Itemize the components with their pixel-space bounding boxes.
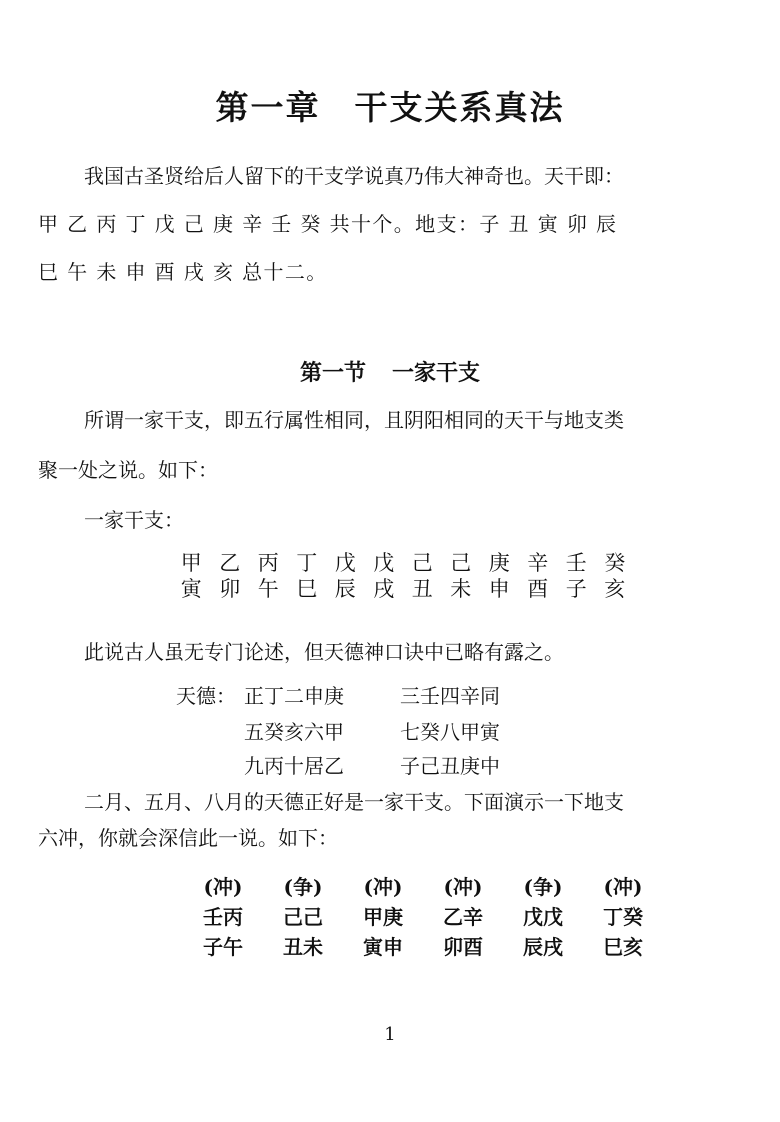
branch-cell: 未	[450, 577, 472, 601]
tiande-verse: 五癸亥六甲	[244, 720, 344, 744]
section-number: 第一节	[299, 360, 366, 386]
clash-column	[348, 872, 418, 962]
clash-column	[508, 872, 578, 962]
stem-cell: 壬	[565, 551, 587, 575]
section-desc-line-2: 聚一处之说。如下：	[38, 458, 218, 482]
clash-stems: 己己	[283, 905, 323, 929]
chapter-number: 第一章	[215, 88, 321, 127]
clash-column	[188, 872, 258, 962]
branch-cell: 酉	[527, 577, 549, 601]
branch-cell: 辰	[334, 577, 356, 601]
list-label: 一家干支：	[84, 508, 184, 532]
stem-cell: 己	[411, 551, 433, 575]
branch-cell: 卯	[219, 577, 241, 601]
section-desc-line-1: 所谓一家干支，即五行属性相同，且阴阳相同的天干与地支类	[84, 408, 624, 432]
clash-type: (冲)	[203, 875, 243, 899]
clash-column	[268, 872, 338, 962]
tiande-verse: 七癸八甲寅	[400, 720, 500, 744]
branches-row	[172, 576, 634, 602]
stem-cell: 戊	[373, 551, 395, 575]
clash-branches: 丑未	[283, 935, 323, 959]
stem-cell: 戊	[334, 551, 356, 575]
intro-line-2: 甲 乙 丙 丁 戊 己 庚 辛 壬 癸 共十个。地支：子 丑 寅 卯 辰	[38, 212, 618, 236]
clash-branches: 辰戌	[523, 935, 563, 959]
clash-stems: 甲庚	[363, 905, 403, 929]
clash-stems: 壬丙	[203, 905, 243, 929]
chapter-title	[0, 82, 780, 129]
clash-branches: 巳亥	[603, 935, 643, 959]
tiande-verse: 子己丑庚中	[400, 754, 500, 778]
clash-type: (冲)	[363, 875, 403, 899]
branch-cell: 子	[565, 577, 587, 601]
branch-cell: 丑	[411, 577, 433, 601]
page-number: 1	[384, 1024, 396, 1045]
section-title	[0, 356, 780, 387]
clash-column	[428, 872, 498, 962]
clash-branches: 子午	[203, 935, 243, 959]
branch-cell: 午	[257, 577, 279, 601]
clash-type: (争)	[283, 875, 323, 899]
clash-stems: 丁癸	[603, 905, 643, 929]
branch-cell: 寅	[180, 577, 202, 601]
stem-cell: 丙	[257, 551, 279, 575]
clash-type: (冲)	[443, 875, 483, 899]
intro-line-3: 巳 午 未 申 酉 戌 亥 总十二。	[38, 260, 328, 284]
stem-cell: 丁	[296, 551, 318, 575]
section-name: 一家干支	[392, 360, 481, 386]
note-paragraph: 此说古人虽无专门论述，但天德神口诀中已略有露之。	[84, 640, 564, 664]
clash-stems: 乙辛	[443, 905, 483, 929]
branch-cell: 申	[488, 577, 510, 601]
branch-cell: 巳	[296, 577, 318, 601]
stem-cell: 辛	[527, 551, 549, 575]
stem-cell: 庚	[488, 551, 510, 575]
after-line-2: 六冲，你就会深信此一说。如下：	[38, 826, 338, 850]
clash-stems: 戊戊	[523, 905, 563, 929]
clash-column	[588, 872, 658, 962]
branch-cell: 亥	[604, 577, 626, 601]
clash-type: (争)	[523, 875, 563, 899]
stem-cell: 乙	[219, 551, 241, 575]
tiande-verse: 九丙十居乙	[244, 754, 344, 778]
clash-branches: 卯酉	[443, 935, 483, 959]
clash-branches: 寅申	[363, 935, 403, 959]
intro-line-1: 我国古圣贤给后人留下的干支学说真乃伟大神奇也。天干即：	[84, 164, 624, 188]
tiande-verse: 三壬四辛同	[400, 684, 500, 708]
tiande-label: 天德：	[176, 684, 236, 708]
after-line-1: 二月、五月、八月的天德正好是一家干支。下面演示一下地支	[84, 790, 624, 814]
stems-row	[172, 550, 634, 576]
stem-cell: 癸	[604, 551, 626, 575]
branch-cell: 戌	[373, 577, 395, 601]
stem-cell: 己	[450, 551, 472, 575]
tiande-verse: 正丁二申庚	[244, 684, 344, 708]
stem-cell: 甲	[180, 551, 202, 575]
chapter-name: 干支关系真法	[354, 88, 565, 127]
clash-type: (冲)	[603, 875, 643, 899]
